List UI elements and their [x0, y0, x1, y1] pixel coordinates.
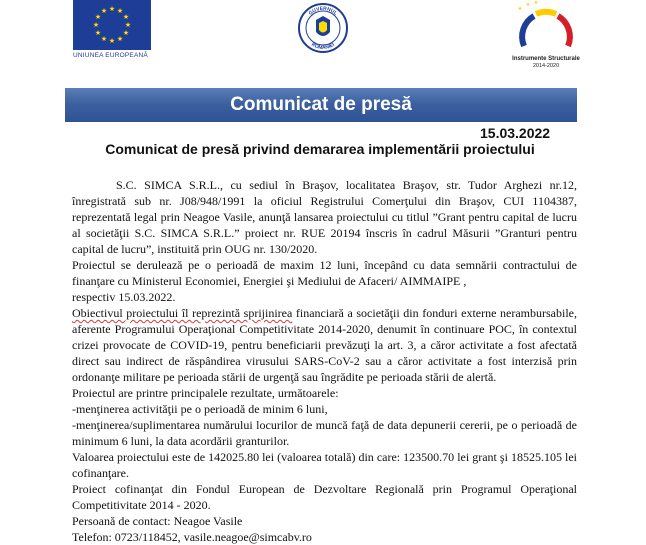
svg-text:★: ★ [116, 7, 124, 15]
structural-instruments-caption: Instrumente Structurale [512, 56, 580, 62]
paragraph-duration-date: respectiv 15.03.2022. [72, 290, 176, 304]
paragraph-intro: S.C. SIMCA S.R.L., cu sediul în Braşov, localitatea Braşov, str. Tudor Arghezi nr.12, înregistrată sub nr. J08/948/1991 la oficiul Registrului Comerţului din Braşov, CUI 1104387, reprezentată legal prin Neagoe Vasile, anunţă lansarea proiectului cu titlul ”Grant pentru capital de lucru al societăţii S.C. SIMCA S.R.L.” proiect nr. RUE 20194 înscris în cadrul Măsurii ”Granturi pentru capital de lucru”, instituită prin OUG nr. 130/2020. [72, 178, 577, 256]
objective-rest: financiară a societăţii din fonduri externe nerambursabile, aferente Programului Operaţional Competitivitate 2014-2020, denumit în continuare POC, în contextul crizei provocate de COVID-19, pentru beneficiarii prevăzuţi la art. 3, a căror activitate a fost afectată direct sau indirect de răspândirea virusului SARS-CoV-2 sau a căror activitate a fost interzisă prin ordonanţe militare pe perioada stării de urgenţă sau îngrădite pe perioada stării de alertă. [72, 306, 577, 384]
svg-text:★: ★ [517, 6, 523, 12]
svg-text:★: ★ [533, 0, 539, 6]
eu-flag [73, 0, 151, 50]
paragraph-results-heading: Proiectul are printre principalele rezultate, următoarele: [72, 386, 339, 400]
contact-person: Persoană de contact: Neagoe Vasile [72, 514, 243, 528]
svg-text:★: ★ [124, 21, 132, 29]
svg-text:★: ★ [100, 35, 108, 43]
paragraph-duration: Proiectul se derulează pe o perioadă de maxim 12 luni, începând cu data semnării contractului de finanţare cu Ministerul Economiei, Energiei şi Mediului de Afaceri/ AIMMAIPE , [72, 258, 577, 288]
svg-text:★: ★ [116, 35, 124, 43]
eu-logo-caption: UNIUNEA EUROPEANĂ [73, 52, 148, 59]
press-release-banner: Comunicat de presă [65, 88, 577, 122]
svg-text:★: ★ [100, 7, 108, 15]
contact-phone-email: Telefon: 0723/118452, vasile.neagoe@simcabv.ro [72, 530, 312, 544]
objective-lead: Obiectivul proiectului îl reprezintă sprijinirea [72, 306, 293, 320]
svg-text:★: ★ [108, 37, 116, 45]
paragraph-cofinancing: Proiect cofinanţat din Fondul European de Dezvoltare Regională prin Programul Operaţional Competitivitate 2014 - 2020. [72, 482, 577, 512]
gov-text-top: GUVERNUL [307, 5, 339, 17]
structural-instruments-logo [506, 0, 586, 72]
svg-text:★: ★ [94, 13, 102, 21]
structural-instruments-years: 2014-2020 [532, 63, 560, 69]
svg-text:★: ★ [525, 2, 531, 8]
document-title: Comunicat de presă privind demararea implementării proiectului [105, 141, 535, 157]
eu-logo [73, 0, 151, 64]
release-date: 15.03.2022 [480, 125, 551, 141]
eu-stars-icon [73, 0, 151, 50]
svg-text:★: ★ [122, 29, 130, 37]
result-item-2: -menţinerea/suplimentarea numărului locurilor de muncă faţă de data depunerii cererii, pe o perioadă de minimum 6 luni, la data acordării granturilor. [72, 418, 577, 448]
svg-text:★: ★ [122, 13, 130, 21]
government-logo [296, 2, 350, 54]
government-seal-icon [296, 2, 350, 54]
svg-text:★: ★ [108, 5, 116, 13]
gov-text-bottom: ROMÂNIEI [310, 41, 336, 52]
svg-text:★: ★ [92, 21, 100, 29]
structural-instruments-icon [506, 0, 586, 56]
paragraph-value: Valoarea proiectului este de 142025.80 lei (valoarea totală) din care: 123500.70 lei grant şi 18525.105 lei cofinanţare. [72, 450, 577, 480]
svg-text:★: ★ [94, 29, 102, 37]
paragraph-objective [72, 305, 577, 385]
result-item-1: -menţinerea activităţii pe o perioadă de minim 6 luni, [72, 402, 328, 416]
document-body [72, 177, 577, 545]
